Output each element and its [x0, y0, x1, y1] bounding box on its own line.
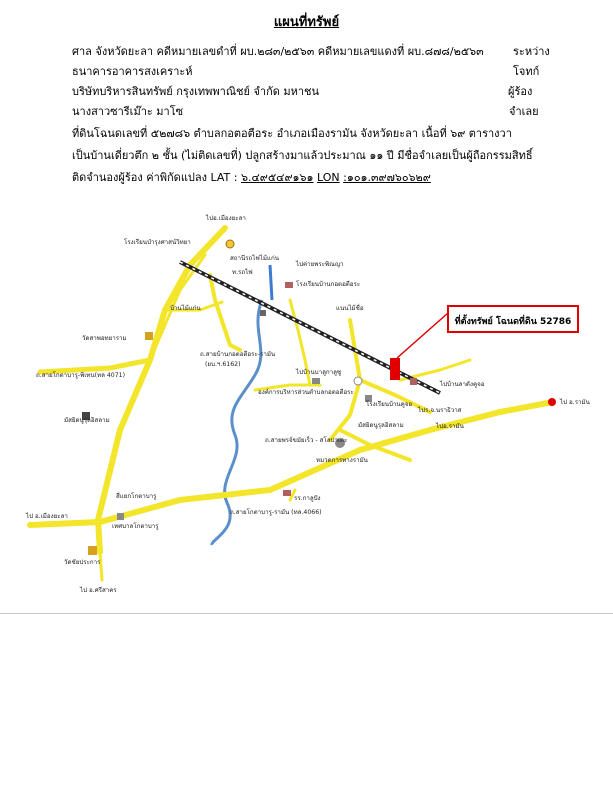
label-road-salo: ถ.สายพรจ์ขมัยเร็ว - สโลปาเตะ	[265, 437, 348, 444]
wat-icon	[145, 332, 153, 340]
roads	[30, 228, 553, 580]
description-line-2: เป็นบ้านเดี่ยวตึก ๒ ชั้น (ไม่ติดเลขที่) ปลูกสร้างมาแล้วประมาณ ๑๑ ปี มีชื่อจำเลยเป็นผู้ถือกรรมสิทธิ์	[72, 149, 533, 162]
label-to-ban-kuchor: ไปบ้านลาดังคูจอ	[440, 381, 485, 388]
raman-right-icon	[548, 398, 556, 406]
road-4071	[40, 360, 150, 372]
label-road-4071: ถ.สายโกตาบารู-พิเทน(ทล 4071)	[36, 372, 126, 379]
label-wat-left: วัดชัยประการ	[64, 559, 101, 566]
station-icon	[260, 310, 266, 316]
longitude-value: :๑๐๑.๓๙๗๖๐๖๒๙	[343, 171, 431, 184]
label-ban-kota: ไปบ้านบาลูกาลูซู	[296, 369, 342, 376]
petitioner-name: บริษัทบริหารสินทรัพย์ กรุงเทพพาณิชย์ จำกัด มหาชน	[72, 85, 320, 98]
school-kalubung-icon	[283, 490, 291, 496]
bridge-icon	[312, 378, 320, 384]
defendant-role: จำเลย	[509, 105, 539, 118]
location-map	[0, 200, 613, 600]
label-station: สถานีรถไฟไม้แก่น	[230, 255, 279, 262]
label-to-raman-right: ไป อ.รามัน	[560, 399, 590, 406]
school-kotoe-icon	[285, 282, 293, 288]
label-to-yala-top: ไปอ.เมืองยะลา	[206, 215, 246, 222]
label-ban-maikaen: บ้านไม้แก่น	[170, 305, 201, 312]
tessaban-icon	[117, 513, 124, 520]
label-school-kotoe: โรงเรียนบ้านกอตอตือระ	[296, 281, 361, 288]
label-railway: ท.รถไฟ	[232, 269, 253, 276]
defendant-name: นางสาวซารีเม๊าะ มาโซ	[72, 105, 184, 118]
label-school-bamrung: โรงเรียนบำรุงศาสน์วิทยา	[124, 239, 191, 246]
label-ban-kotabaru: สี่แยกโกตาบารู	[116, 493, 157, 500]
junction-icon	[354, 377, 362, 385]
mortgage-coordinate-prefix: ติดจำนองผู้ร้อง ค่าพิกัดแปลง LAT :	[72, 171, 238, 184]
label-tessaban: เทศบาลโกตาบารู	[112, 523, 159, 530]
label-road-kotoe: ถ.สายบ้านกอตอตือระ-รามัน	[200, 351, 276, 358]
plaintiff-role: โจทก์	[513, 65, 540, 78]
label-to-krapho: ไปค่ายพระพิณญา	[296, 261, 344, 268]
label-maenmai: แนนไม้ชื่อ	[336, 305, 364, 312]
stream	[270, 265, 272, 300]
label-road-6162: (ยบ.ฯ.6162)	[205, 361, 241, 368]
property-marker	[390, 358, 400, 380]
school-icon	[226, 240, 234, 248]
latitude-value: ๖.๔๙๕๔๙๑๖๑	[240, 171, 314, 184]
label-bridge: องค์การบริหารส่วนตำบลกอตอตือระ	[258, 389, 354, 396]
petitioner-role: ผู้ร้อง	[508, 85, 533, 98]
label-road-4066: ถ.สายโกตาบารู-รามัน (ทล.4066)	[230, 509, 322, 516]
wat-left-icon	[88, 546, 97, 555]
callout-text: ที่ตั้งทรัพย์ โฉนดที่ดิน 52786	[454, 317, 572, 327]
map-labels	[25, 214, 591, 594]
longitude-label: LON	[317, 171, 340, 184]
label-to-raman: ไปอ.รามัน	[436, 423, 464, 430]
road-branch-g	[100, 552, 102, 580]
description-line-3	[72, 168, 431, 186]
label-mosque-left: มัสยิดนูรุลอิสลาม	[64, 417, 110, 424]
label-police: ไปร.จ.นราธิวาส	[418, 407, 462, 414]
label-to-yala-left: ไป อ.เมืองยะลา	[26, 513, 68, 520]
description-line-1: ที่ดินโฉนดเลขที่ ๕๒๗๘๖ ตำบลกอตอตือระ อำเภอเมืองรามัน จังหวัดยะลา เนื้อที่ ๖๙ ตารางวา	[72, 127, 512, 140]
label-district: หมวดการทางรามัน	[316, 457, 368, 464]
police-icon	[410, 378, 417, 385]
label-mosque-right: มัสยิดนูรุลอิสลาม	[358, 422, 404, 429]
callout-line	[397, 313, 448, 358]
label-school-kalubung: รร.กาลูปัง	[294, 495, 321, 502]
between-word: ระหว่าง	[513, 45, 550, 58]
label-wat: วัดสาพอทยาราม	[82, 335, 127, 342]
label-to-sisakhon: ไป อ.ศรีสาคร	[80, 587, 117, 594]
plaintiff-name: ธนาคารอาคารสงเคราะห์	[72, 65, 193, 78]
page-title: แผนที่ทรัพย์	[273, 15, 340, 30]
label-school-koree: โรงเรียนบ้านคูจอ	[366, 401, 413, 408]
case-line: ศาล จังหวัดยะลา คดีหมายเลขดำที่ ผบ.๒๘๓/๒๕๖๓ คดีหมายเลขแดงที่ ผบ.๘๗๘/๒๕๖๓	[72, 45, 484, 58]
